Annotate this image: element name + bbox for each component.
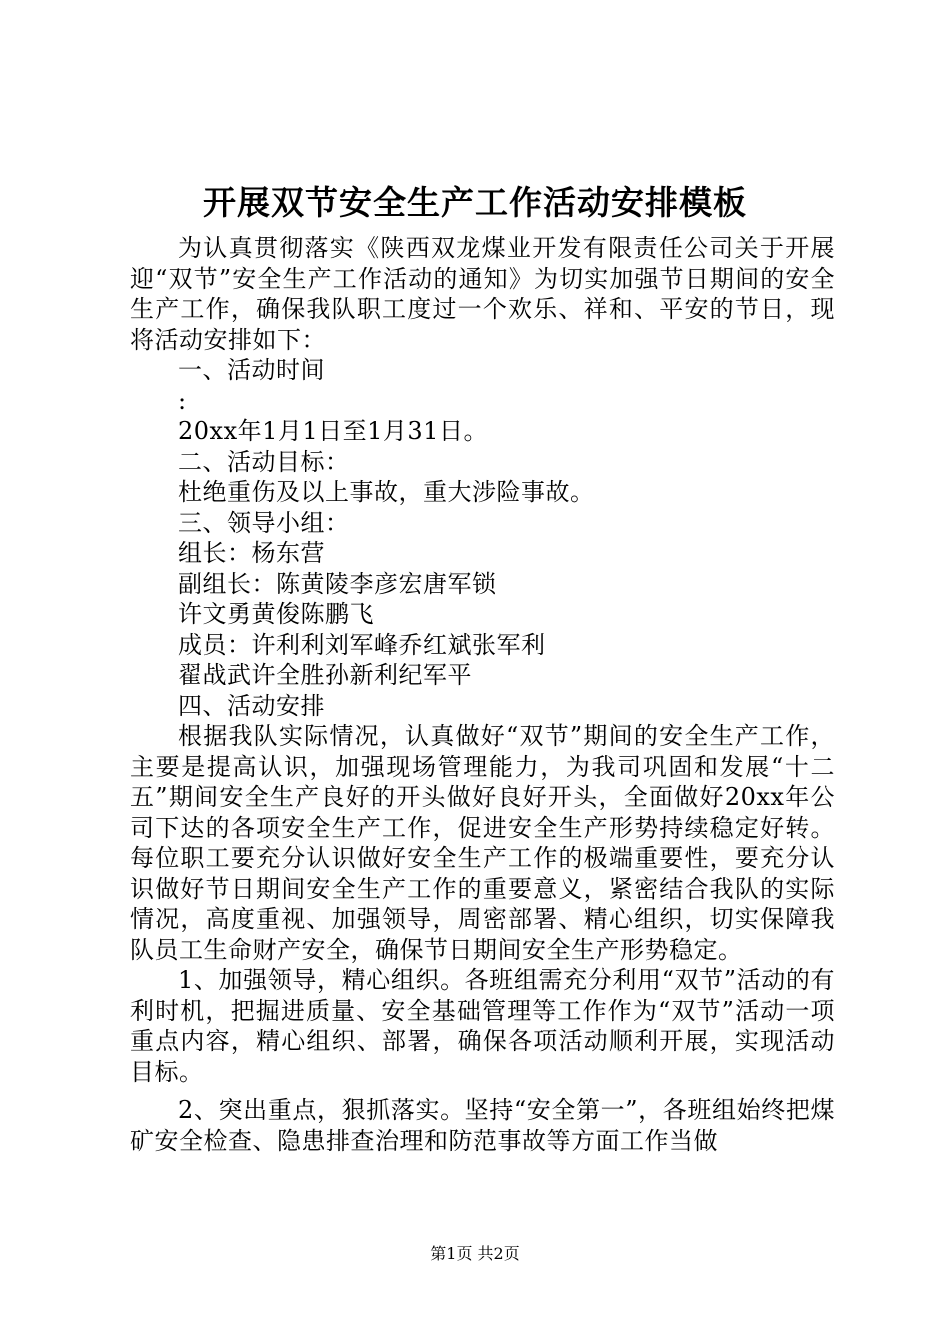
members-line-2: 翟战武许全胜孙新利纪军平 — [178, 661, 472, 689]
arrangement-paragraph: 根据我队实际情况，认真做好“双节”期间的安全生产工作，主要是提高认识，加强现场管理能力，为我司巩固和发展“十二五”期间安全生产良好的开头做好良好开头，全面做好20xx年公司下达的各项安全生产工作，促进安全生产形势持续稳定好转。每位职工要充分认识做好安全生产工作的极端重要性，要充分认识做好节日期间安全生产工作的重要意义，紧密结合我队的实际情况，高度重视、加强领导，周密部署、精心组织，切实保障我队员工生命财产安全，确保节日期间安全生产形势稳定。 — [130, 722, 835, 964]
section-time-content: 20xx年1月1日至1月31日。 — [178, 417, 488, 445]
deputy-leaders-line-1: 副组长：陈黄陵李彦宏唐军锁 — [178, 569, 497, 598]
document-body — [130, 233, 835, 1156]
section-time-colon: : — [178, 386, 187, 415]
section-goal-content: 杜绝重伤及以上事故，重大涉险事故。 — [178, 478, 595, 506]
page-footer: 第1页 共2页 — [430, 1244, 520, 1263]
point-2-paragraph: 2、突出重点，狠抓落实。坚持“安全第一”，各班组始终把煤矿安全检查、隐患排查治理和防范事故等方面工作当做 — [130, 1096, 835, 1155]
point-1-paragraph: 1、加强领导，精心组织。各班组需充分利用“双节”活动的有利时机，把掘进质量、安全基础管理等工作作为“双节”活动一项重点内容，精心组织、部署，确保各项活动顺利开展，实现活动目标。 — [130, 966, 835, 1086]
section-heading-leadership: 三、领导小组： — [178, 508, 350, 537]
document-title: 开展双节安全生产工作活动安排模板 — [203, 183, 747, 222]
deputy-leaders-line-2: 许文勇黄俊陈鹏飞 — [178, 600, 374, 628]
section-heading-arrangement: 四、活动安排 — [178, 691, 325, 720]
leader-line: 组长：杨东营 — [178, 539, 325, 567]
intro-paragraph: 为认真贯彻落实《陕西双龙煤业开发有限责任公司关于开展迎“双节”安全生产工作活动的通知》为切实加强节日期间的安全生产工作，确保我队职工度过一个欢乐、祥和、平安的节日，现将活动安排如下： — [130, 234, 835, 354]
members-line-1: 成员：许利利刘军峰乔红斌张军利 — [178, 630, 546, 659]
section-heading-goal: 二、活动目标： — [178, 447, 350, 476]
section-heading-time: 一、活动时间 — [178, 356, 325, 384]
